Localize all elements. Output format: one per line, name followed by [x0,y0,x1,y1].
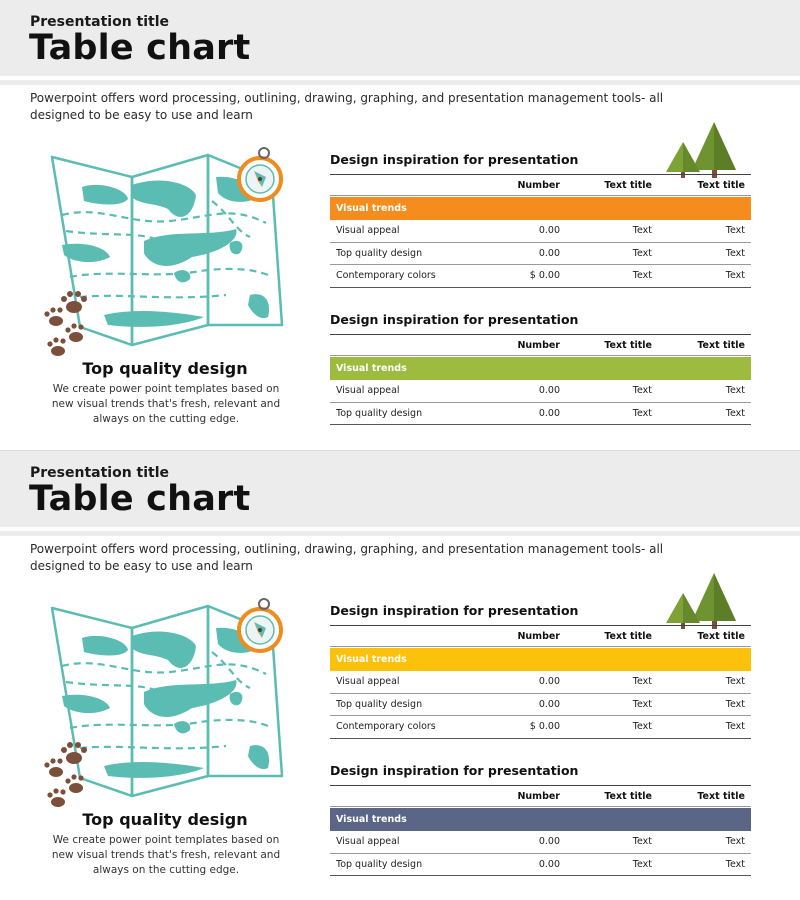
cell-text: Text [632,721,652,733]
row-label: Top quality design [336,858,423,870]
feature-heading: Top quality design [82,359,248,378]
table-header [330,625,751,647]
table-row [330,854,751,877]
table-row [330,243,751,266]
header-cell: Text title [604,179,652,191]
map-illustration [40,596,290,811]
cell-text: Text [632,407,652,419]
header-cell: Text title [604,630,652,642]
slide-2 [0,450,800,900]
data-table-2 [330,312,751,425]
cell-text: Text [632,270,652,282]
cell-text: Text [725,836,745,848]
header-divider [0,80,800,85]
feature-description: We create power point templates based on new visual trends that's fresh, relevant and always on the cutting edge. [51,834,281,876]
table-row [330,403,751,426]
table-category-band: Visual trends [330,357,751,380]
cell-text: Text [725,676,745,688]
cell-text: Text [632,385,652,397]
cell-number: 0.00 [538,836,560,848]
row-label: Contemporary colors [336,721,436,733]
cell-text: Text [632,858,652,870]
header-cell: Text title [604,790,652,802]
cell-text: Text [632,247,652,259]
cell-text: Text [632,836,652,848]
cell-number: 0.00 [538,698,560,710]
row-label: Visual appeal [336,676,400,688]
header-cell: Text title [697,630,745,642]
header-cell: Number [517,630,560,642]
row-label: Visual appeal [336,385,400,397]
data-table-1 [330,603,751,739]
cell-number: 0.00 [538,858,560,870]
row-label: Visual appeal [336,836,400,848]
cell-text: Text [725,407,745,419]
cell-number: 0.00 [538,676,560,688]
pre-title: Presentation title [30,465,170,481]
table-caption: Design inspiration for presentation [330,763,579,778]
intro-text: Powerpoint offers word processing, outlining, drawing, graphing, and presentation management tools- all designed to be easy to use and learn [30,91,664,122]
cell-text: Text [632,676,652,688]
table-header [330,174,751,196]
cell-text: Text [725,385,745,397]
row-label: Contemporary colors [336,270,436,282]
cell-text: Text [725,858,745,870]
table-header [330,334,751,356]
cell-text: Text [725,698,745,710]
table-caption: Design inspiration for presentation [330,312,579,327]
feature-description: We create power point templates based on new visual trends that's fresh, relevant and always on the cutting edge. [51,383,281,425]
cell-text: Text [725,225,745,237]
cell-number: 0.00 [538,247,560,259]
cell-number: $ 0.00 [529,721,560,733]
cell-text: Text [632,698,652,710]
table-category-band: Visual trends [330,648,751,671]
table-row [330,831,751,854]
header-cell: Number [517,339,560,351]
cell-number: $ 0.00 [529,270,560,282]
data-table-2 [330,763,751,876]
compass-icon [239,148,281,200]
header-cell: Text title [697,339,745,351]
row-label: Top quality design [336,247,423,259]
header-cell: Text title [697,179,745,191]
feature-heading: Top quality design [82,810,248,829]
page-title: Table chart [29,479,251,519]
table-row [330,671,751,694]
header-divider [0,531,800,536]
intro-text: Powerpoint offers word processing, outlining, drawing, graphing, and presentation management tools- all designed to be easy to use and learn [30,542,664,573]
table-row [330,220,751,243]
table-header [330,785,751,807]
table-row [330,265,751,288]
header-cell: Number [517,790,560,802]
cell-text: Text [632,225,652,237]
table-category-band: Visual trends [330,808,751,831]
row-label: Visual appeal [336,225,400,237]
data-table-1 [330,152,751,288]
table-row [330,694,751,717]
cell-text: Text [725,247,745,259]
table-row [330,380,751,403]
page-title: Table chart [29,28,251,68]
header-cell: Text title [697,790,745,802]
cell-text: Text [725,270,745,282]
table-caption: Design inspiration for presentation [330,152,579,167]
row-label: Top quality design [336,407,423,419]
cell-number: 0.00 [538,385,560,397]
table-row [330,716,751,739]
table-category-band: Visual trends [330,197,751,220]
compass-icon [239,599,281,651]
table-caption: Design inspiration for presentation [330,603,579,618]
cell-number: 0.00 [538,225,560,237]
row-label: Top quality design [336,698,423,710]
header-cell: Number [517,179,560,191]
map-illustration [40,145,290,360]
header-cell: Text title [604,339,652,351]
cell-number: 0.00 [538,407,560,419]
cell-text: Text [725,721,745,733]
pre-title: Presentation title [30,14,170,30]
